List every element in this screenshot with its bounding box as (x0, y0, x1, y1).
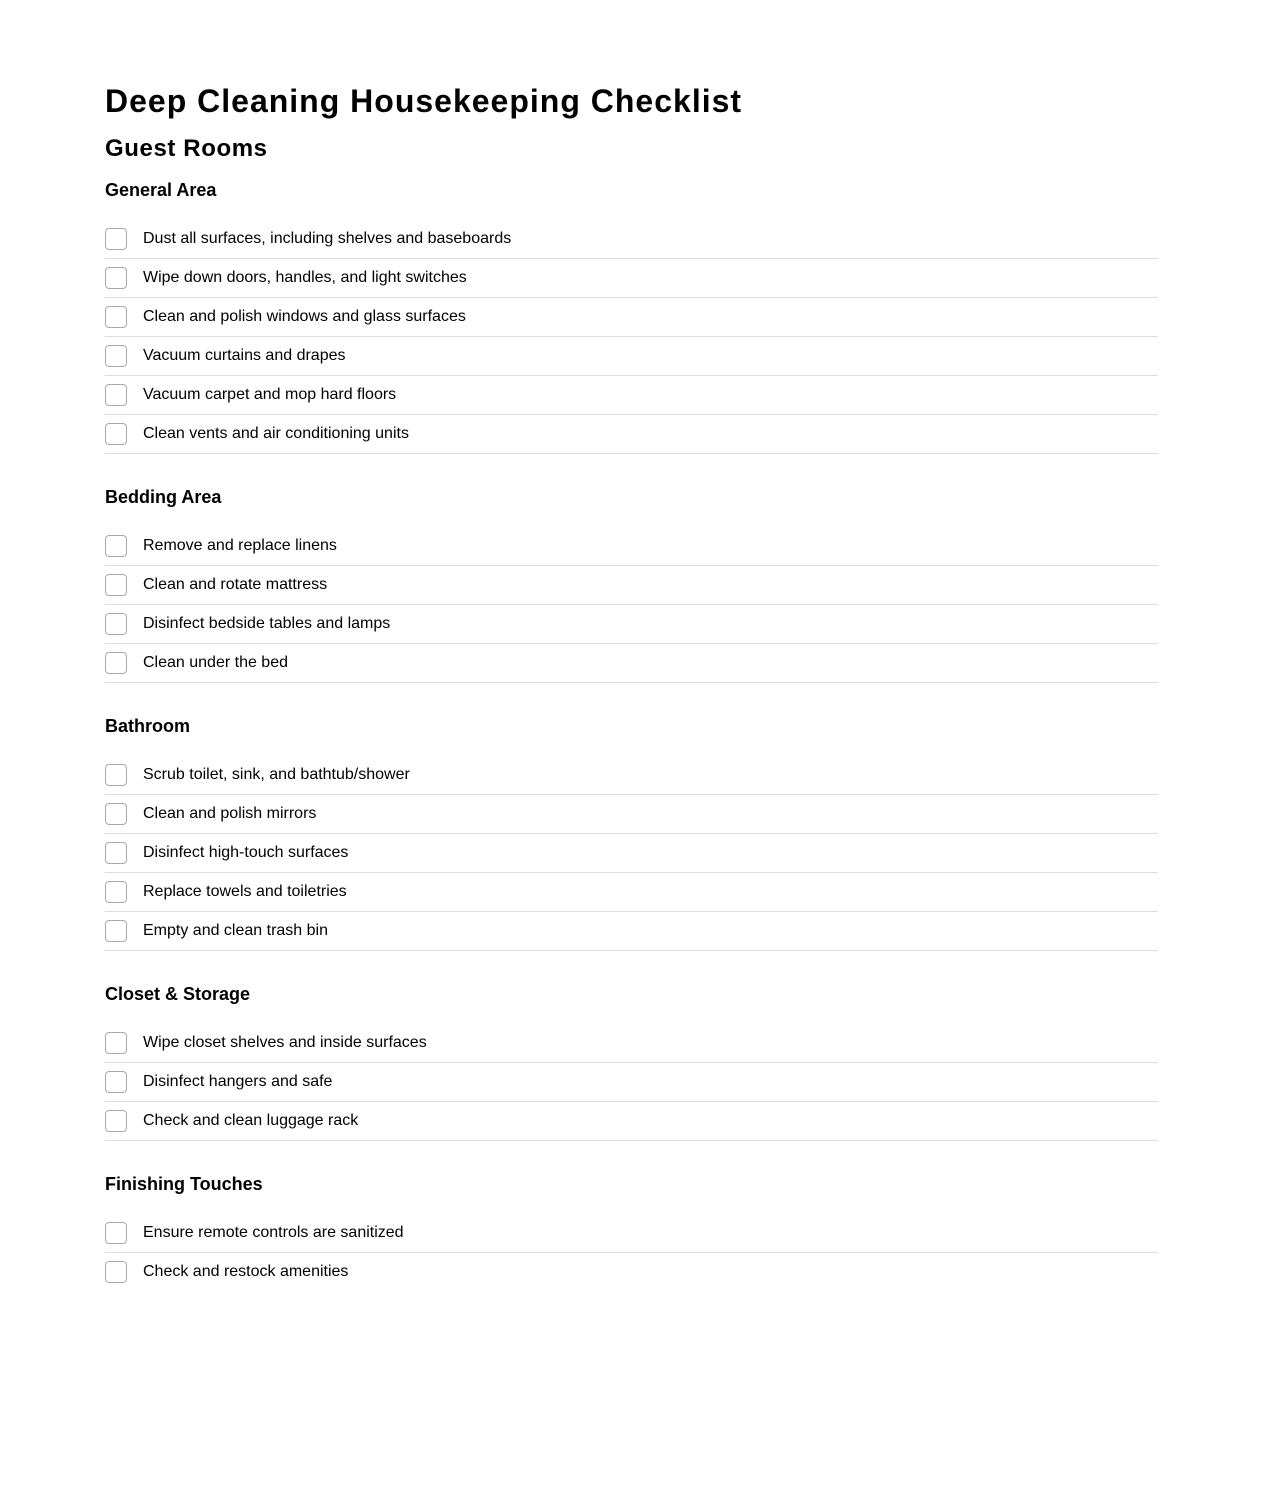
checkbox[interactable] (105, 652, 127, 674)
checkbox[interactable] (105, 384, 127, 406)
section-heading: Closet & Storage (105, 984, 251, 1004)
checkbox[interactable] (105, 920, 127, 942)
checkbox[interactable] (105, 1222, 127, 1244)
page-title: Deep Cleaning Housekeeping Checklist (105, 83, 743, 119)
checklist-item[interactable] (105, 337, 1158, 376)
checkbox[interactable] (105, 842, 127, 864)
checklist-item-label: Check and clean luggage rack (143, 1112, 359, 1129)
checkbox[interactable] (105, 764, 127, 786)
checklist-item-label: Remove and replace linens (143, 537, 337, 554)
checklist-item[interactable] (105, 605, 1158, 644)
checkbox[interactable] (105, 574, 127, 596)
checkbox[interactable] (105, 228, 127, 250)
checklist-item-label: Ensure remote controls are sanitized (143, 1224, 404, 1241)
checklist-item[interactable] (105, 298, 1158, 337)
checklist-item[interactable] (105, 1253, 1158, 1291)
checklist-items (105, 220, 1158, 454)
section-heading: Bedding Area (105, 487, 222, 507)
checklist-items (105, 527, 1158, 683)
checklist-item-label: Scrub toilet, sink, and bathtub/shower (143, 766, 410, 783)
checkbox[interactable] (105, 535, 127, 557)
checklist-item[interactable] (105, 756, 1158, 795)
checklist-section (105, 1172, 1158, 1291)
checklist-item[interactable] (105, 644, 1158, 683)
checklist-section (105, 714, 1158, 951)
section-heading: General Area (105, 180, 217, 200)
checklist-item-label: Wipe closet shelves and inside surfaces (143, 1034, 427, 1051)
checklist-item[interactable] (105, 1024, 1158, 1063)
checklist-items (105, 1024, 1158, 1141)
checklist-item[interactable] (105, 1214, 1158, 1253)
checkbox[interactable] (105, 881, 127, 903)
sections-container (105, 178, 1158, 1291)
checkbox[interactable] (105, 345, 127, 367)
checklist-item-label: Clean and polish mirrors (143, 805, 317, 822)
checklist-item[interactable] (105, 1063, 1158, 1102)
checklist-section (105, 982, 1158, 1141)
checkbox[interactable] (105, 306, 127, 328)
checkbox[interactable] (105, 1261, 127, 1283)
checklist-item[interactable] (105, 376, 1158, 415)
checklist-section (105, 178, 1158, 454)
checklist-item[interactable] (105, 1102, 1158, 1141)
checklist-item[interactable] (105, 415, 1158, 454)
checklist-items (105, 756, 1158, 951)
checkbox[interactable] (105, 803, 127, 825)
checkbox[interactable] (105, 1071, 127, 1093)
checkbox[interactable] (105, 1032, 127, 1054)
checklist-items (105, 1214, 1158, 1291)
checklist-item-label: Check and restock amenities (143, 1263, 349, 1280)
checklist-page (105, 0, 1158, 1291)
checklist-item-label: Vacuum carpet and mop hard floors (143, 386, 397, 403)
checklist-item-label: Wipe down doors, handles, and light switches (143, 269, 467, 286)
checkbox[interactable] (105, 423, 127, 445)
section-heading: Finishing Touches (105, 1174, 263, 1194)
section-heading: Bathroom (105, 716, 190, 736)
page-subtitle: Guest Rooms (105, 135, 268, 162)
checklist-item-label: Clean and polish windows and glass surfaces (143, 308, 466, 325)
checkbox[interactable] (105, 613, 127, 635)
checklist-item-label: Disinfect bedside tables and lamps (143, 615, 391, 632)
checklist-item-label: Replace towels and toiletries (143, 883, 347, 900)
checklist-item[interactable] (105, 795, 1158, 834)
checkbox[interactable] (105, 1110, 127, 1132)
checklist-item-label: Vacuum curtains and drapes (143, 347, 346, 364)
checklist-item-label: Disinfect hangers and safe (143, 1073, 333, 1090)
checklist-item-label: Empty and clean trash bin (143, 922, 328, 939)
checklist-item-label: Clean and rotate mattress (143, 576, 328, 593)
checklist-item[interactable] (105, 566, 1158, 605)
checklist-item[interactable] (105, 834, 1158, 873)
checklist-item-label: Clean vents and air conditioning units (143, 425, 409, 442)
checklist-item-label: Disinfect high-touch surfaces (143, 844, 349, 861)
checklist-item[interactable] (105, 527, 1158, 566)
checklist-item[interactable] (105, 873, 1158, 912)
checklist-item[interactable] (105, 220, 1158, 259)
checklist-section (105, 485, 1158, 683)
checklist-item-label: Dust all surfaces, including shelves and baseboards (143, 230, 512, 247)
checklist-item[interactable] (105, 912, 1158, 951)
checklist-item-label: Clean under the bed (143, 654, 288, 671)
checklist-item[interactable] (105, 259, 1158, 298)
checkbox[interactable] (105, 267, 127, 289)
